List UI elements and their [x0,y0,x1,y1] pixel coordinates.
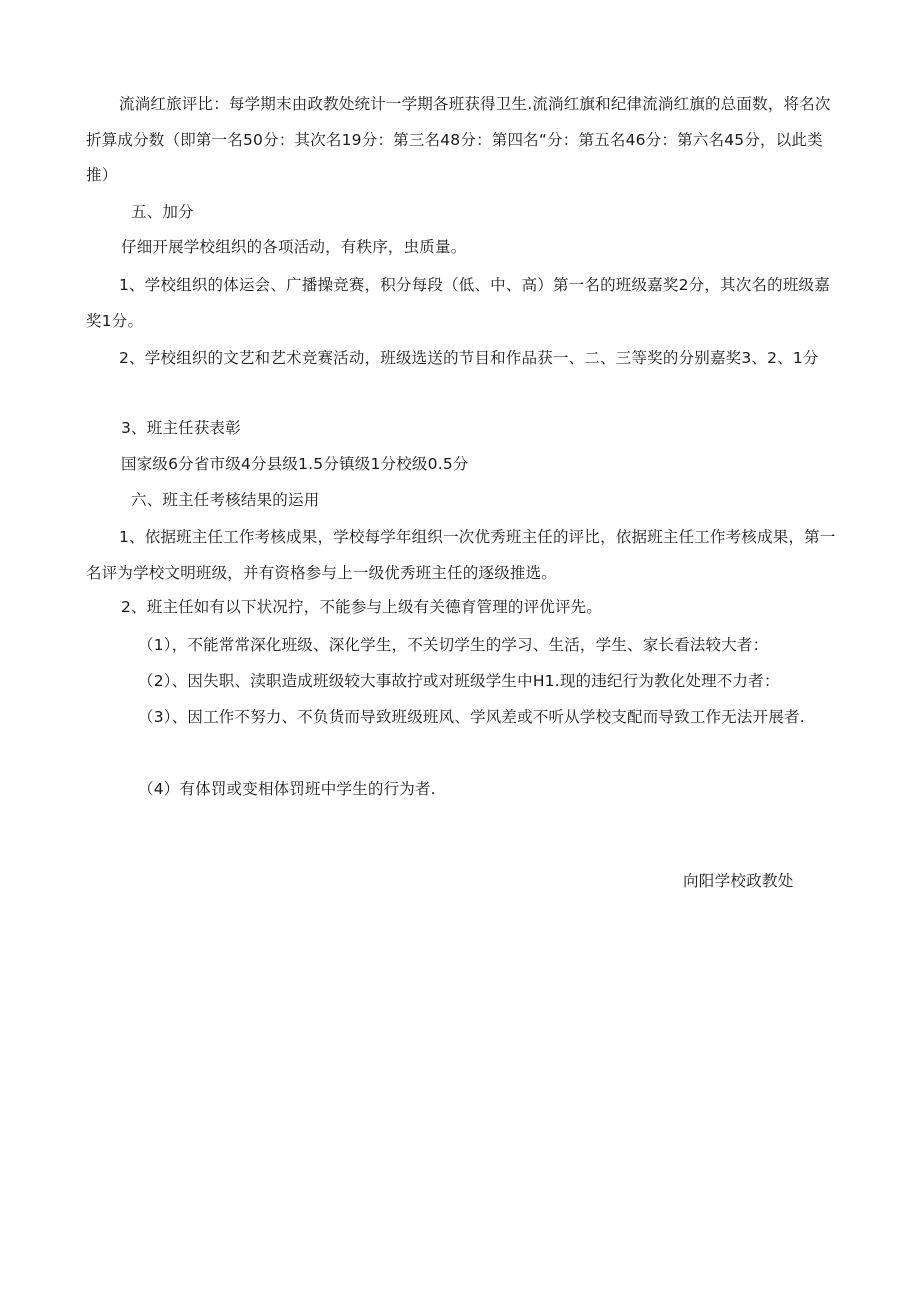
paragraph-excellent-teacher: 1、依据班主任工作考核成果，学校每学年组织一次优秀班主任的评比，依据班主任工作考核成果，第一名评为学校文明班级，并有资格参与上一级优秀班主任的逐级推选。 [86,528,836,582]
paragraph-arts-bonus: 2、学校组织的文艺和艺术竞赛活动，班级选送的节目和作品获一、二、三等奖的分别嘉奖3、2、1分 [119,349,819,367]
paragraph-teacher-commendation: 3、班主任获表彰 [121,419,241,437]
paragraph-commendation-levels: 国家级6分省市级4分县级1.5分镇级1分校级0.5分 [121,455,469,473]
paragraph-activities: 仔细开展学校组织的各项活动，有秩序，虫质量。 [121,238,467,256]
heading-results-usage: 六、班主任考核结果的运用 [131,491,320,509]
paragraph-sports-bonus: 1、学校组织的体运会、广播操竞赛，积分每段（低、中、高）第一名的班级嘉奖2分，其次名的班级嘉奖1分。 [86,276,830,330]
list-item-1: （1），不能常常深化班级、深化学生，不关切学生的学习、生活，学生、家长看法较大者： [138,636,769,654]
heading-bonus-points: 五、加分 [131,203,194,221]
signature-issuer: 向阳学校政教处 [683,872,794,890]
paragraph-red-flag-rating: 流淌红旅评比：每学期末由政教处统计一学期各班获得卫生.流淌红旗和纪律流淌红旗的总面数，将名次折算成分数（即第一名50分：其次名19分：第三名48分：第四名“分：第五名46分：第六名45分，以此类推） [86,95,831,184]
list-item-2: （2）、因失职、渎职造成班级较大事故拧或对班级学生中H1.现的违纪行为教化处理不力者： [138,672,780,690]
paragraph-disqualification: 2、班主任如有以下状况拧，不能参与上级有关德育管理的评优评先。 [121,598,603,616]
list-item-3: （3）、因工作不努力、不负货而导致班级班风、学风差或不听从学校支配而导致工作无法开展者. [138,708,805,726]
list-item-4: （4）有体罚或变相体罚班中学生的行为者. [138,780,436,798]
